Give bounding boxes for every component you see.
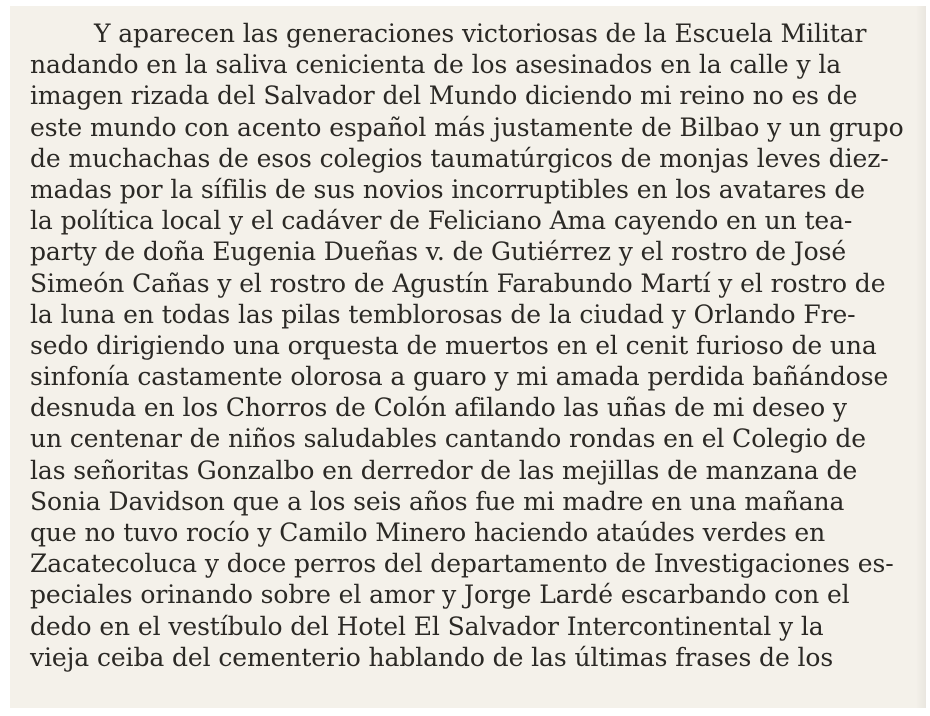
text-line: nadando en la saliva cenicienta de los asesinados en la calle y la (30, 50, 842, 80)
text-line: las señoritas Gonzalbo en derredor de las mejillas de manzana de (30, 455, 858, 485)
text-line: sinfonía castamente olorosa a guaro y mi amada perdida bañándose (30, 362, 889, 392)
text-line: Zacatecoluca y doce perros del departamento de Investigaciones es- (30, 549, 894, 579)
text-line: sedo dirigiendo una orquesta de muertos en el cenit furioso de una (30, 330, 877, 360)
text-line: imagen rizada del Salvador del Mundo diciendo mi reino no es de (30, 81, 858, 111)
text-line: vieja ceiba del cementerio hablando de las últimas frases de los (30, 642, 834, 672)
text-line: la política local y el cadáver de Feliciano Ama cayendo en un tea- (30, 206, 853, 236)
text-line: madas por la sífilis de sus novios incorruptibles en los avatares de (30, 174, 866, 204)
text-line: que no tuvo rocío y Camilo Minero haciendo ataúdes verdes en (30, 518, 826, 547)
text-line: party de doña Eugenia Dueñas v. de Gutiérrez y el rostro de José (30, 237, 847, 267)
text-line: peciales orinando sobre el amor y Jorge Lardé escarbando con el (30, 580, 850, 610)
paragraph (30, 18, 926, 673)
text-line: desnuda en los Chorros de Colón afilando las uñas de mi deseo y (30, 393, 847, 423)
text-line: este mundo con acento español más justamente de Bilbao y un grupo (30, 112, 904, 142)
text-line: dedo en el vestíbulo del Hotel El Salvador Intercontinental y la (30, 611, 824, 641)
text-line: Y aparecen las generaciones victoriosas de la Escuela Militar (94, 19, 867, 48)
text-line: un centenar de niños saludables cantando rondas en el Colegio de (30, 424, 866, 454)
text-line: de muchachas de esos colegios taumatúrgicos de monjas leves diez- (30, 143, 889, 173)
text-line: Sonia Davidson que a los seis años fue mi madre en una mañana (30, 486, 845, 516)
scanned-page (10, 6, 926, 708)
text-line: la luna en todas las pilas temblorosas de la ciudad y Orlando Fre- (30, 299, 856, 329)
text-line: Simeón Cañas y el rostro de Agustín Farabundo Martí y el rostro de (30, 268, 886, 298)
